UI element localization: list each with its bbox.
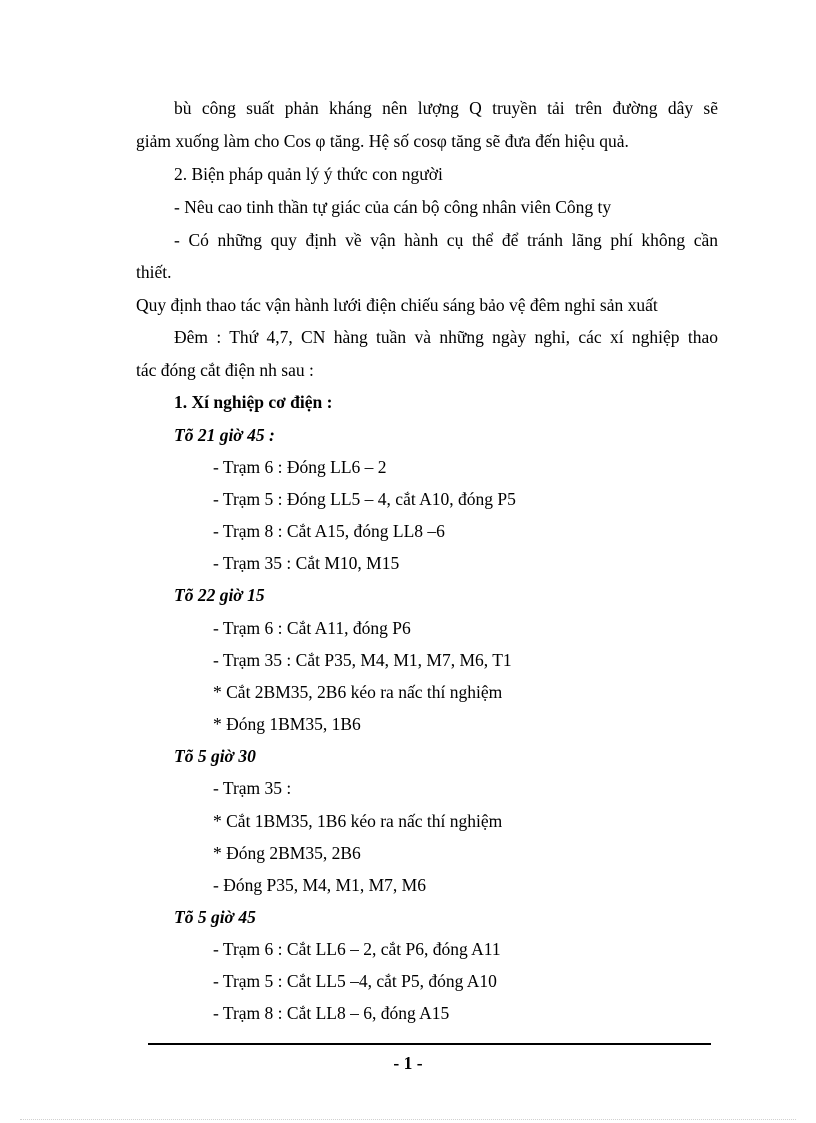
list-item: - Trạm 35 : [213, 778, 292, 798]
list-item: - Trạm 6 : Cắt A11, đóng P6 [213, 618, 411, 638]
page-number: - 1 - [393, 1053, 423, 1073]
list-item: - Trạm 6 : Đóng LL6 – 2 [213, 457, 387, 477]
body-text-line: - Nêu cao tinh thần tự giác của cán bộ công nhân viên Công ty [174, 197, 612, 217]
body-text-line: - Có những quy định về vận hành cụ thể để tránh lãng phí không cần [174, 230, 718, 250]
list-item: - Trạm 6 : Cắt LL6 – 2, cắt P6, đóng A11 [213, 939, 501, 959]
footer-divider [148, 1043, 711, 1045]
list-item: - Trạm 8 : Cắt LL8 – 6, đóng A15 [213, 1003, 450, 1023]
list-item: - Trạm 5 : Đóng LL5 – 4, cắt A10, đóng P5 [213, 489, 516, 509]
list-item: - Trạm 35 : Cắt P35, M4, M1, M7, M6, T1 [213, 650, 512, 670]
time-group-title: Tõ 5 giờ 30 [174, 746, 256, 766]
regulation-title: Quy định thao tác vận hành lưới điện chiếu sáng bảo vệ đêm nghỉ sản xuất [136, 295, 658, 315]
body-text-line: giảm xuống làm cho Cos φ tăng. Hệ số cosφ tăng sẽ đưa đến hiệu quả. [136, 131, 629, 151]
section-heading: 1. Xí nghiệp cơ điện : [174, 392, 333, 412]
body-text-line: bù công suất phản kháng nên lượng Q truyền tải trên đường dây sẽ [174, 98, 718, 118]
list-item: * Cắt 2BM35, 2B6 kéo ra nấc thí nghiệm [213, 682, 503, 702]
body-text-line: thiết. [136, 262, 172, 282]
list-item: - Trạm 35 : Cắt M10, M15 [213, 553, 400, 573]
list-item: * Cắt 1BM35, 1B6 kéo ra nấc thí nghiệm [213, 811, 503, 831]
list-item: - Trạm 8 : Cắt A15, đóng LL8 –6 [213, 521, 445, 541]
subsection-title: 2. Biện pháp quản lý ý thức con người [174, 164, 443, 184]
page-edge-divider [20, 1119, 796, 1120]
body-text-line: tác đóng cắt điện nh sau : [136, 360, 314, 380]
list-item: * Đóng 2BM35, 2B6 [213, 843, 361, 863]
time-group-title: Tõ 5 giờ 45 [174, 907, 256, 927]
list-item: * Đóng 1BM35, 1B6 [213, 714, 361, 734]
time-group-title: Tõ 21 giờ 45 : [174, 425, 275, 445]
body-text-line: Đêm : Thứ 4,7, CN hàng tuần và những ngày nghỉ, các xí nghiệp thao [174, 327, 718, 347]
list-item: - Trạm 5 : Cắt LL5 –4, cắt P5, đóng A10 [213, 971, 497, 991]
list-item: - Đóng P35, M4, M1, M7, M6 [213, 875, 426, 895]
time-group-title: Tõ 22 giờ 15 [174, 585, 265, 605]
